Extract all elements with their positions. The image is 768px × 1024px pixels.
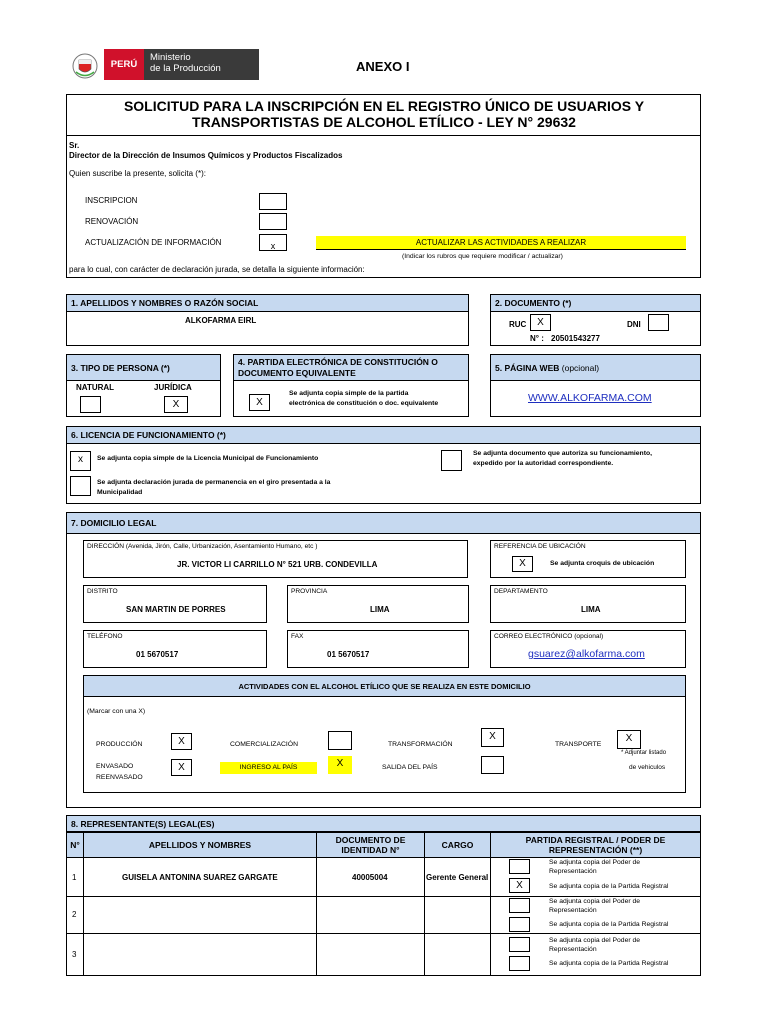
transformacion-label: TRANSFORMACIÓN <box>388 741 453 748</box>
section3-header: 3. TIPO DE PERSONA (*) <box>66 354 221 381</box>
produccion-label: PRODUCCIÓN <box>96 741 143 748</box>
marcar-note: (Marcar con una X) <box>87 708 146 715</box>
row2-partida-text: Se adjunta copia de la Partida Registral <box>549 921 669 928</box>
row3-poder-line1: Se adjunta copia del Poder de <box>549 937 641 944</box>
inscripcion-checkbox[interactable] <box>259 193 287 210</box>
direccion-caption: DIRECCIÓN (Avenida, Jirón, Calle, Urbanización, Asentamiento Humano, etc ) <box>87 543 318 550</box>
row1-n: 1 <box>72 873 77 882</box>
col-nombres-header: APELLIDOS Y NOMBRES <box>83 832 317 858</box>
col-partida-line1: PARTIDA REGISTRAL / PODER DE <box>525 835 666 845</box>
section4-header-line1: 4. PARTIDA ELECTRÓNICA DE CONSTITUCIÓN O <box>238 357 438 367</box>
croquis-text: Se adjunta croquis de ubicación <box>550 560 655 567</box>
licencia-checkbox[interactable]: x <box>70 451 91 471</box>
row3-n: 3 <box>72 950 77 959</box>
section4-header <box>233 354 469 381</box>
partida-checkbox[interactable]: X <box>249 394 270 411</box>
dni-label: DNI <box>627 320 641 329</box>
referencia-caption: REFERENCIA DE UBICACIÓN <box>494 543 586 550</box>
distrito-value: SAN MARTIN DE PORRES <box>126 605 226 614</box>
departamento-caption: DEPARTAMENTO <box>494 588 548 595</box>
section7-header: 7. DOMICILIO LEGAL <box>66 512 701 534</box>
row3-cargo-cell[interactable] <box>424 933 491 976</box>
row2-n: 2 <box>72 910 77 919</box>
col-partida-header <box>490 832 701 858</box>
correo-field[interactable] <box>490 630 686 668</box>
annex-title: ANEXO I <box>356 59 410 74</box>
provincia-value: LIMA <box>370 605 390 614</box>
country-label: PERÚ <box>104 49 144 80</box>
provincia-caption: PROVINCIA <box>291 588 328 595</box>
row2-poder-checkbox[interactable] <box>509 898 530 913</box>
row1-partida-text: Se adjunta copia de la Partida Registral <box>549 883 669 890</box>
ruc-checkbox[interactable]: X <box>530 314 551 331</box>
document-number-value: 20501543277 <box>551 334 600 343</box>
transporte-checkbox[interactable]: X <box>617 730 641 749</box>
declaracion-jurada-line2: Municipalidad <box>97 489 143 496</box>
direccion-field[interactable] <box>83 540 468 578</box>
row3-poder-line2: Representación <box>549 946 597 953</box>
produccion-checkbox[interactable]: X <box>171 733 192 750</box>
declaracion-jurada-text <box>97 478 330 498</box>
col-doc-header <box>316 832 425 858</box>
adjuntar-note: * Adjuntar listado <box>621 750 667 756</box>
direccion-value: JR. VICTOR LI CARRILLO N° 521 URB. CONDEVILLA <box>177 560 378 569</box>
transformacion-checkbox[interactable]: X <box>481 728 504 747</box>
col-cargo-header: CARGO <box>424 832 491 858</box>
row1-poder-text <box>549 858 686 876</box>
envasado-label: ENVASADO <box>96 763 134 770</box>
telefono-caption: TELÉFONO <box>87 633 123 640</box>
telefono-value: 01 5670517 <box>136 650 179 659</box>
natural-checkbox[interactable] <box>80 396 101 413</box>
ingreso-checkbox[interactable]: X <box>328 756 352 774</box>
vehiculos-note: de vehiculos <box>629 764 666 771</box>
fax-field[interactable] <box>287 630 469 668</box>
row3-partida-checkbox[interactable] <box>509 956 530 971</box>
website-link[interactable]: WWW.ALKOFARMA.COM <box>528 392 652 404</box>
col-doc-line2: IDENTIDAD N° <box>341 845 400 855</box>
form-title-line1: SOLICITUD PARA LA INSCRIPCIÓN EN EL REGISTRO ÚNICO DE USUARIOS Y <box>123 98 645 114</box>
row2-doc-cell[interactable] <box>316 896 425 934</box>
row2-partida-checkbox[interactable] <box>509 917 530 932</box>
actualizacion-label: ACTUALIZACIÓN DE INFORMACIÓN <box>85 238 222 247</box>
director-label: Director de la Dirección de Insumos Químicos y Productos Fiscalizados <box>69 151 343 160</box>
salida-checkbox[interactable] <box>481 756 504 774</box>
row1-poder-checkbox[interactable] <box>509 859 530 874</box>
ruc-label: RUC <box>509 320 527 329</box>
departamento-value: LIMA <box>581 605 601 614</box>
actualizar-field[interactable]: ACTUALIZAR LAS ACTIVIDADES A REALIZAR <box>316 236 686 250</box>
section1-header: 1. APELLIDOS Y NOMBRES O RAZÓN SOCIAL <box>66 294 469 312</box>
col-n-header: N° <box>66 832 84 858</box>
section8-header: 8. REPRESENTANTE(S) LEGAL(ES) <box>66 815 701 832</box>
licencia-text: Se adjunta copia simple de la Licencia Municipal de Funcionamiento <box>97 455 319 462</box>
section4-header-line2: DOCUMENTO EQUIVALENTE <box>238 368 356 378</box>
indicar-note: (Indicar los rubros que requiere modificar / actualizar) <box>402 253 563 260</box>
departamento-field[interactable] <box>490 585 686 623</box>
dni-checkbox[interactable] <box>648 314 669 331</box>
comercializacion-checkbox[interactable] <box>328 731 352 750</box>
fax-caption: FAX <box>291 633 304 640</box>
row3-poder-text <box>549 936 640 954</box>
partida-text <box>289 389 438 409</box>
row1-poder-line1: Se adjunta copia del Poder de <box>549 859 641 866</box>
autorizacion-text <box>473 449 652 469</box>
sr-label: Sr. <box>69 141 80 150</box>
row2-poder-line2: Representación <box>549 907 597 914</box>
autorizacion-line2: expedido por la autoridad correspondiente. <box>473 460 614 467</box>
ministry-line2: de la Producción <box>150 63 221 74</box>
coat-of-arms-icon <box>72 52 98 80</box>
natural-label: NATURAL <box>76 383 115 392</box>
section2-header: 2. DOCUMENTO (*) <box>490 294 701 312</box>
partida-text-line2: electrónica de constitución o doc. equivalente <box>289 400 439 407</box>
col-partida-line2: REPRESENTACIÓN (**) <box>548 845 643 855</box>
col-doc-line1: DOCUMENTO DE <box>335 835 406 845</box>
actualizacion-checkbox[interactable]: x <box>259 234 287 251</box>
row3-nombre-cell[interactable] <box>83 933 317 976</box>
envasado-checkbox[interactable]: X <box>171 759 192 776</box>
request-label: Quien suscribe la presente, solicita (*): <box>69 169 206 178</box>
fax-value: 01 5670517 <box>327 650 370 659</box>
declaracion-jurada-line1: Se adjunta declaración jurada de permanencia en el giro presentada a la <box>97 479 331 486</box>
actividades-header: ACTIVIDADES CON EL ALCOHOL ETÍLICO QUE SE REALIZA EN ESTE DOMICILIO <box>83 675 686 697</box>
row2-nombre-cell[interactable] <box>83 896 317 934</box>
ingreso-label: INGRESO AL PAÍS <box>220 762 317 774</box>
row1-poder-line2: Representación <box>549 868 597 875</box>
renovacion-checkbox[interactable] <box>259 213 287 230</box>
partida-text-line1: Se adjunta copia simple de la partida <box>289 390 409 397</box>
croquis-checkbox[interactable]: X <box>512 556 533 572</box>
peru-logo <box>104 49 259 80</box>
form-title-line2: TRANSPORTISTAS DE ALCOHOL ETÍLICO - LEY N° 29632 <box>192 114 576 130</box>
row3-poder-checkbox[interactable] <box>509 937 530 952</box>
autorizacion-line1: Se adjunta documento que autoriza su funcionamiento, <box>473 450 652 457</box>
juridica-checkbox[interactable]: X <box>164 396 188 413</box>
salida-label: SALIDA DEL PAÍS <box>382 764 438 771</box>
reenvasado-label: REENVASADO <box>96 774 143 781</box>
row3-partida-text: Se adjunta copia de la Partida Registral <box>549 960 669 967</box>
correo-caption: CORREO ELECTRÓNICO (opcional) <box>494 633 604 640</box>
correo-link[interactable]: gsuarez@alkofarma.com <box>528 648 645 660</box>
declaracion-label: para lo cual, con carácter de declaración jurada, se detalla la siguiente información: <box>69 265 365 274</box>
row2-cargo-cell[interactable] <box>424 896 491 934</box>
section6-header: 6. LICENCIA DE FUNCIONAMIENTO (*) <box>66 426 701 444</box>
row1-cargo: Gerente General <box>426 873 489 882</box>
document-number-label: N° : <box>530 334 544 343</box>
row1-nombre: GUISELA ANTONINA SUAREZ GARGATE <box>122 873 278 882</box>
provincia-field[interactable] <box>287 585 469 623</box>
distrito-field[interactable] <box>83 585 267 623</box>
row2-poder-line1: Se adjunta copia del Poder de <box>549 898 641 905</box>
juridica-label: JURÍDICA <box>154 383 192 392</box>
comercializacion-label: COMERCIALIZACIÓN <box>230 741 298 748</box>
section5-optional: (opcional) <box>561 362 600 373</box>
section5-title: 5. PÁGINA WEB <box>495 362 560 373</box>
inscripcion-label: INSCRIPCION <box>85 196 138 205</box>
razon-social-value: ALKOFARMA EIRL <box>185 316 257 325</box>
row2-poder-text <box>549 897 640 915</box>
divider <box>66 135 701 136</box>
renovacion-label: RENOVACIÓN <box>85 217 139 226</box>
ministry-line1: Ministerio <box>150 52 191 63</box>
row1-doc: 40005004 <box>352 873 388 882</box>
row1-partida-checkbox[interactable]: X <box>509 878 530 893</box>
telefono-field[interactable] <box>83 630 267 668</box>
section5-header <box>490 354 701 381</box>
row3-doc-cell[interactable] <box>316 933 425 976</box>
autorizacion-checkbox[interactable] <box>441 450 462 471</box>
declaracion-jurada-checkbox[interactable] <box>70 476 91 496</box>
transporte-label: TRANSPORTE <box>555 741 602 748</box>
distrito-caption: DISTRITO <box>87 588 118 595</box>
